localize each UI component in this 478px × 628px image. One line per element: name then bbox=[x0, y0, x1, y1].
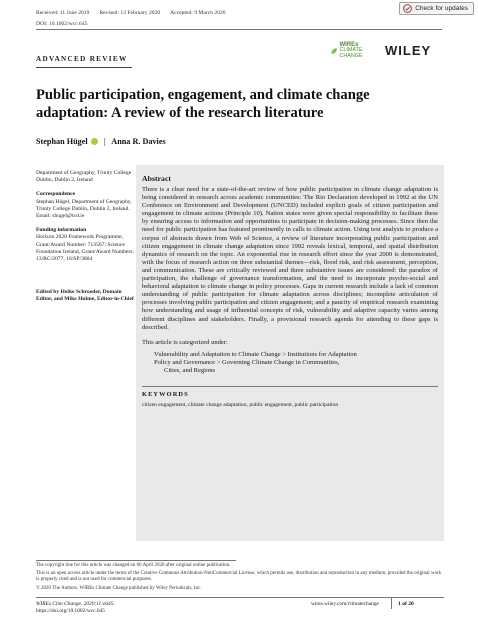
category-item[interactable]: Vulnerability and Adaptation to Climate Change > Institutions for Adaptation bbox=[154, 350, 357, 358]
author-name[interactable]: Stephan Hügel bbox=[36, 137, 88, 146]
category-item[interactable]: Policy and Governance > Governing Climate Change in Communities, bbox=[154, 359, 340, 367]
check-for-updates-button[interactable] bbox=[399, 2, 474, 15]
keywords-divider bbox=[142, 386, 438, 387]
publisher-logo: WILEY bbox=[385, 43, 432, 58]
wires-line1: WIREs bbox=[339, 41, 359, 48]
header-divider bbox=[36, 29, 442, 30]
category-list bbox=[142, 351, 438, 376]
footer-divider bbox=[36, 597, 444, 598]
page-number-divider bbox=[391, 598, 392, 609]
wires-line2: CLIMATE CHANGE bbox=[339, 47, 363, 59]
check-updates-label: Check for updates bbox=[415, 5, 468, 12]
doi-link[interactable]: https://doi.org/10.1002/wcc.645 bbox=[36, 608, 105, 614]
section-underline bbox=[36, 67, 132, 68]
footnote-authors: © 2020 The Authors. WIREs Climate Change published by Wiley Periodicals, Inc. bbox=[36, 586, 202, 591]
accepted-date: Accepted: 9 March 2020 bbox=[170, 10, 226, 16]
article-dates bbox=[36, 10, 226, 16]
abstract-heading: Abstract bbox=[142, 174, 172, 183]
correspondence-block bbox=[36, 191, 136, 220]
affiliation: Department of Geography, Trinity College Dublin, Dublin 2, Ireland bbox=[36, 170, 132, 184]
editors-note: Edited by Heike Schroeder, Domain Editor, and Mike Hulme, Editor-in-Chief bbox=[36, 289, 134, 303]
funding-heading: Funding information bbox=[36, 227, 87, 234]
journal-website-link[interactable]: wires.wiley.com/climatechange bbox=[311, 601, 379, 607]
keywords-heading: KEYWORDS bbox=[142, 390, 189, 398]
revised-date: Revised: 13 February 2020 bbox=[99, 10, 161, 16]
doi-header: DOI: 10.1002/wcc.645 bbox=[36, 21, 88, 27]
page-number: 1 of 20 bbox=[398, 601, 414, 607]
journal-citation bbox=[36, 601, 115, 615]
funding-text: Horizon 2020 Framework Programme, Grant/Award Number: 713567; Science Foundation Ireland, Grant/Award Numbers: 13/RC/2077, 16/SP/3804 bbox=[36, 234, 134, 263]
funding-block bbox=[36, 227, 136, 263]
abstract-text: There is a clear need for a state-of-the-art review of how public participation in climate change adaptation is being considered in research across academic communities: The Rio Declaration developed in 1992 at the UN Conference on Environment and Development (UNCED) included explicit goals of citizen participation and engagement in climate actions (Principle 10). Nation states were given special responsibility to facilitate these by ensuring access to information and opportunities to participate in decision-making processes. Since then the need for public participation has featured prominently in calls to climate action. Using text analysis to produce a corpus of abstracts drawn from Web of Science, a review of literature incorporating public participation and citizen engagement in climate change adaptation since 1992 reveals lexical, temporal, and spatial distribution dynamics of research on the topic. An exponential rise in research effort since the year 2000 is demonstrated, with the focus of research action on three substantial themes—risk, flood risk, and risk assessment, perception, and communication. These are critically reviewed and three substantive issues are considered: the paradox of participation, the challenge of governance transformation, and the need to incorporate psycho-social and behavioral adaptation to climate change in policy processes. Gaps in current research include a lack of common understanding of public participation for climate adaptation across disciplines; incomplete articulation of processes involving public participation and citizen engagement; and a paucity of empirical research examining how understanding and usage of influential concepts of risk, vulnerability and adaptive capacity varies among different disciplines and stakeholders. Finally, a provisional research agenda for attending to these gaps is described. bbox=[142, 186, 438, 331]
footnote-copyright: The copyright line for this article was changed on 06 April 2020 after original online publication. bbox=[36, 563, 231, 568]
correspondence-heading: Correspondence bbox=[36, 191, 76, 198]
category-item[interactable]: Cities, and Regions bbox=[164, 367, 216, 375]
wires-logo bbox=[330, 41, 372, 59]
author-name[interactable]: Anna R. Davies bbox=[111, 137, 166, 146]
received-date: Received: 11 June 2019 bbox=[36, 10, 90, 16]
abstract-panel bbox=[136, 165, 444, 541]
correspondence-address: Stephan Hügel, Department of Geography, Trinity College Dublin, Dublin 2, Ireland. bbox=[36, 198, 132, 212]
article-sidebar bbox=[36, 170, 136, 304]
author-line bbox=[36, 137, 166, 146]
footnote-license: This is an open access article under the terms of the Creative Commons Attribution-NonCommercial License, which permits use, distribution and reproduction in any medium, provided the original work is properly cited and is not used for commercial purposes. bbox=[36, 571, 442, 583]
journal-name: WIREs Clim Change. 2020;11:e645. bbox=[36, 601, 115, 607]
footnote-divider bbox=[36, 560, 236, 561]
email-link[interactable]: Email: shugel@tcd.ie bbox=[36, 213, 85, 220]
article-title: Public participation, engagement, and climate change adaptation: A review of the research literature bbox=[36, 87, 370, 121]
author-separator: | bbox=[103, 137, 106, 146]
category-intro: This article is categorized under: bbox=[142, 338, 228, 346]
section-label: ADVANCED REVIEW bbox=[36, 55, 128, 63]
check-updates-icon bbox=[403, 4, 412, 13]
leaf-icon bbox=[330, 46, 338, 57]
keywords-list: citizen engagement, climate change adaptation, public engagement, public participation bbox=[142, 401, 339, 408]
orcid-icon[interactable] bbox=[91, 138, 98, 145]
